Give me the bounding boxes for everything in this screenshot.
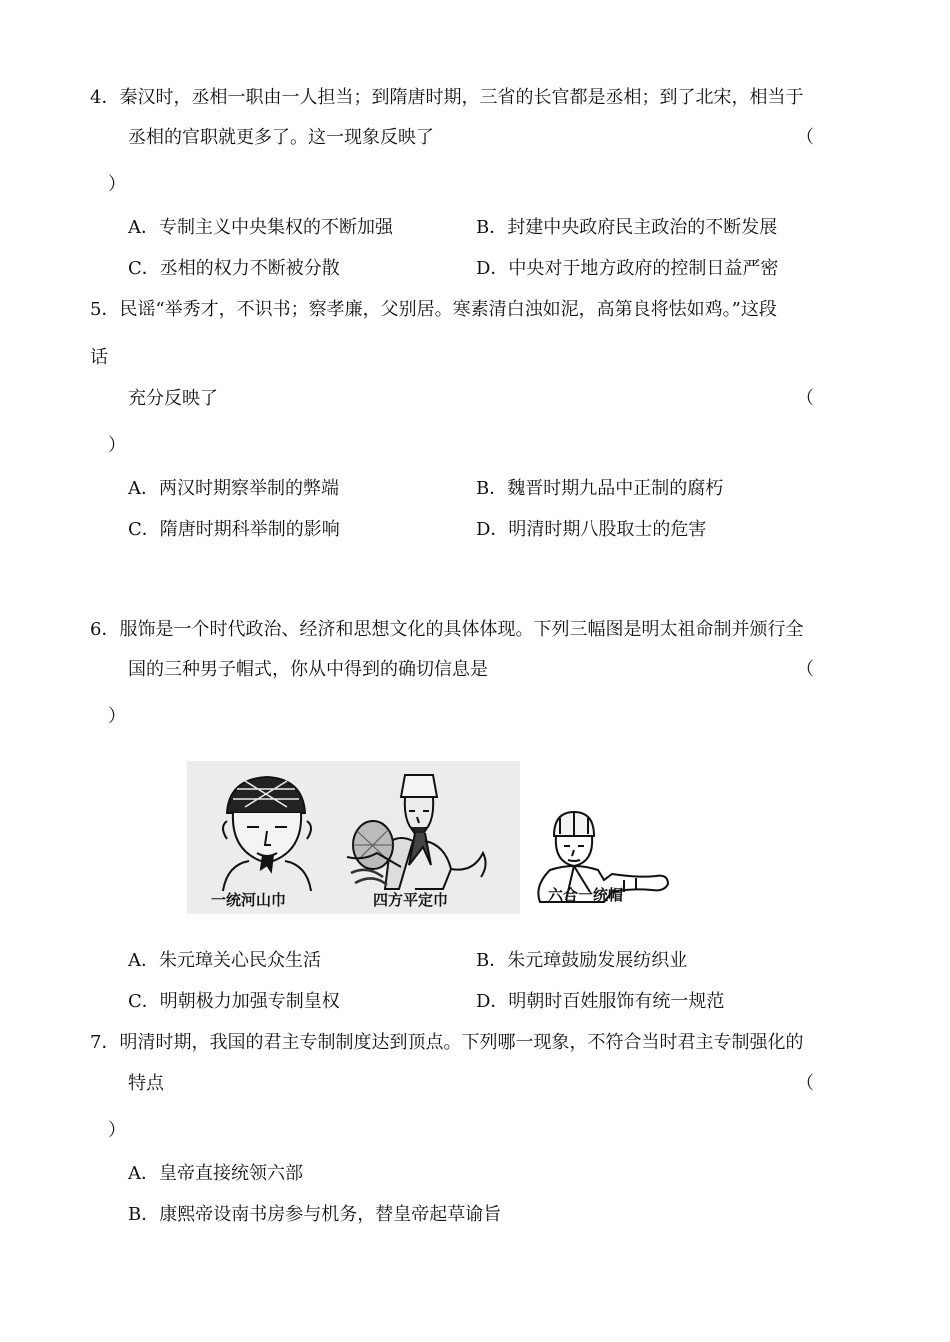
q4-option-c[interactable]: C．丞相的权力不断被分散 bbox=[128, 258, 340, 279]
q4-stem-line2: 丞相的官职就更多了。这一现象反映了 bbox=[128, 127, 434, 148]
q6-answer-paren-close: ） bbox=[108, 706, 126, 727]
q6-stem-line2: 国的三种男子帽式，你从中得到的确切信息是 bbox=[128, 659, 488, 680]
q4-option-b[interactable]: B．封建中央政府民主政治的不断发展 bbox=[476, 217, 778, 238]
q5-option-a[interactable]: A．两汉时期察举制的弊端 bbox=[128, 478, 339, 499]
q7-option-a[interactable]: A．皇帝直接统领六部 bbox=[128, 1163, 303, 1184]
q4-stem-line1: 4．秦汉时，丞相一职由一人担当；到隋唐时期，三省的长官都是丞相；到了北宋，相当于 bbox=[90, 87, 804, 108]
q6-stem-line1: 6．服饰是一个时代政治、经济和思想文化的具体体现。下列三幅图是明太祖命制并颁行全 bbox=[90, 619, 804, 640]
q7-option-b[interactable]: B．康熙帝设南书房参与机务，替皇帝起草谕旨 bbox=[128, 1204, 502, 1225]
q6-option-d[interactable]: D．明朝时百姓服饰有统一规范 bbox=[476, 991, 725, 1012]
hat-styles-figure bbox=[187, 761, 520, 914]
caption-1: 一统河山巾 bbox=[211, 891, 287, 909]
q6-answer-paren-open: （ bbox=[796, 659, 814, 680]
q6-option-a[interactable]: A．朱元璋关心民众生活 bbox=[128, 950, 321, 971]
q7-answer-paren-close: ） bbox=[108, 1120, 126, 1141]
q5-option-c[interactable]: C．隋唐时期科举制的影响 bbox=[128, 519, 340, 540]
q5-option-b[interactable]: B．魏晋时期九品中正制的腐朽 bbox=[476, 478, 724, 499]
q5-stem-line2: 充分反映了 bbox=[128, 388, 218, 409]
q5-option-d[interactable]: D．明清时期八股取士的危害 bbox=[476, 519, 707, 540]
caption-2: 四方平定巾 bbox=[373, 891, 449, 909]
q7-stem-line1: 7．明清时期，我国的君主专制制度达到顶点。下列哪一现象，不符合当时君主专制强化的 bbox=[90, 1032, 804, 1053]
q6-option-b[interactable]: B．朱元璋鼓励发展纺织业 bbox=[476, 950, 688, 971]
q7-answer-paren-open: （ bbox=[796, 1073, 814, 1094]
q4-option-a[interactable]: A．专制主义中央集权的不断加强 bbox=[128, 217, 393, 238]
q4-answer-paren-open: （ bbox=[796, 127, 814, 148]
q4-option-d[interactable]: D．中央对于地方政府的控制日益严密 bbox=[476, 258, 779, 279]
q5-answer-paren-close: ） bbox=[108, 435, 126, 456]
q5-answer-paren-open: （ bbox=[796, 388, 814, 409]
q7-stem-line2: 特点 bbox=[128, 1073, 164, 1094]
q6-option-c[interactable]: C．明朝极力加强专制皇权 bbox=[128, 991, 340, 1012]
q4-answer-paren-close: ） bbox=[108, 174, 126, 195]
q5-stem-line1-wrap: 话 bbox=[90, 347, 108, 368]
caption-3: 六合一统帽 bbox=[548, 886, 624, 904]
q5-stem-line1: 5．民谣“举秀才，不识书；察孝廉，父别居。寒素清白浊如泥，高第良将怯如鸡。”这段 bbox=[90, 299, 777, 320]
